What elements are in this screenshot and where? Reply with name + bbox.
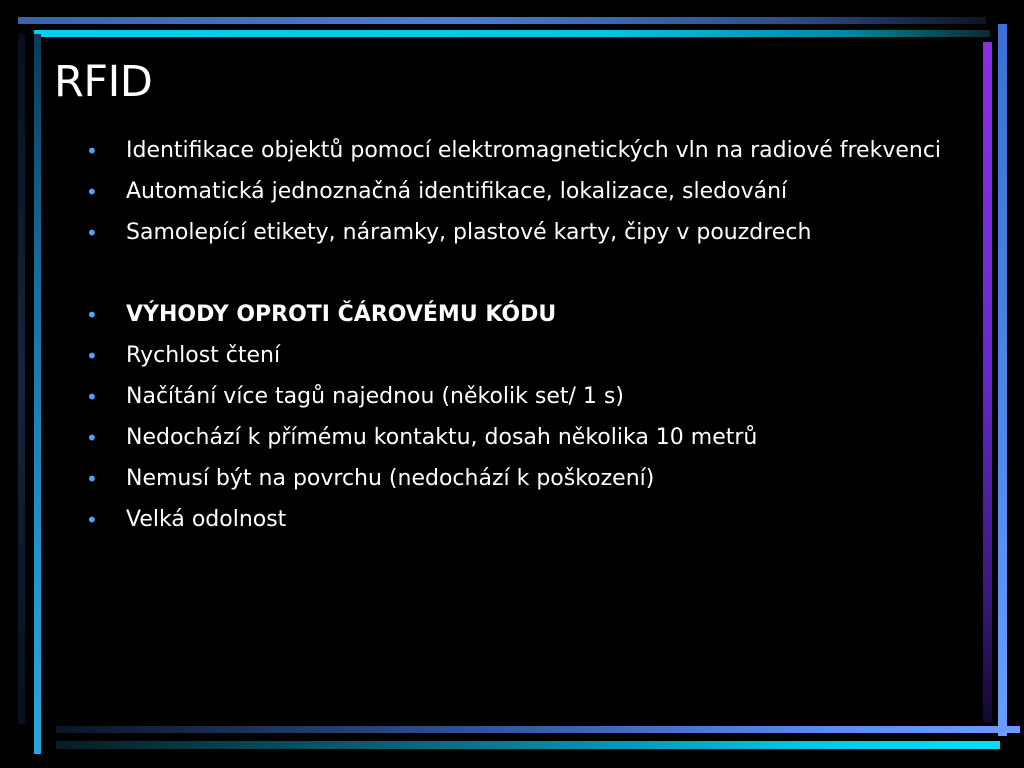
- frame-bar-bottom-upper: [56, 726, 1020, 733]
- bullet-icon: •: [86, 344, 98, 368]
- bullet-item: [86, 340, 956, 372]
- frame-bar-left-inner: [34, 34, 41, 754]
- frame-bar-bottom-lower: [56, 741, 1000, 749]
- bullet-item: [86, 176, 956, 208]
- bullet-item: [86, 422, 956, 454]
- bullet-text: Načítání více tagů najednou (několik set/ 1 s): [126, 384, 624, 409]
- bullet-text: Rychlost čtení: [126, 343, 281, 368]
- bullet-icon: •: [86, 139, 98, 163]
- frame-bar-right-outer: [998, 24, 1007, 736]
- bullet-icon: •: [86, 385, 98, 409]
- frame-bar-right-inner: [983, 42, 992, 722]
- bullet-item: [86, 217, 956, 249]
- bullet-text: Identifikace objektů pomocí elektromagnetických vln na radiové frekvenci: [126, 138, 942, 163]
- bullet-list: [86, 135, 956, 545]
- frame-bar-top-outer: [18, 17, 986, 24]
- bullet-icon: •: [86, 508, 98, 532]
- bullet-icon: •: [86, 303, 98, 327]
- bullet-text: Velká odolnost: [126, 507, 287, 532]
- bullet-text: Nedochází k přímému kontaktu, dosah několika 10 metrů: [126, 425, 758, 450]
- bullet-item-heading: [86, 299, 956, 331]
- frame-bar-top-inner: [34, 30, 990, 37]
- bullet-icon: •: [86, 467, 98, 491]
- bullet-text: Samolepící etikety, náramky, plastové karty, čipy v pouzdrech: [126, 220, 812, 245]
- slide-title: RFID: [54, 57, 153, 107]
- bullet-text-heading: VÝHODY OPROTI ČÁROVÉMU KÓDU: [126, 302, 557, 327]
- bullet-text: Nemusí být na povrchu (nedochází k poškození): [126, 466, 655, 491]
- bullet-text: Automatická jednoznačná identifikace, lokalizace, sledování: [126, 179, 788, 204]
- bullet-icon: •: [86, 180, 98, 204]
- frame-bar-left-outer: [18, 34, 25, 724]
- bullet-item: [86, 504, 956, 536]
- bullet-item: [86, 463, 956, 495]
- bullet-icon: •: [86, 426, 98, 450]
- bullet-spacer: [86, 258, 956, 299]
- bullet-item: [86, 135, 956, 167]
- bullet-item: [86, 381, 956, 413]
- bullet-icon: •: [86, 221, 98, 245]
